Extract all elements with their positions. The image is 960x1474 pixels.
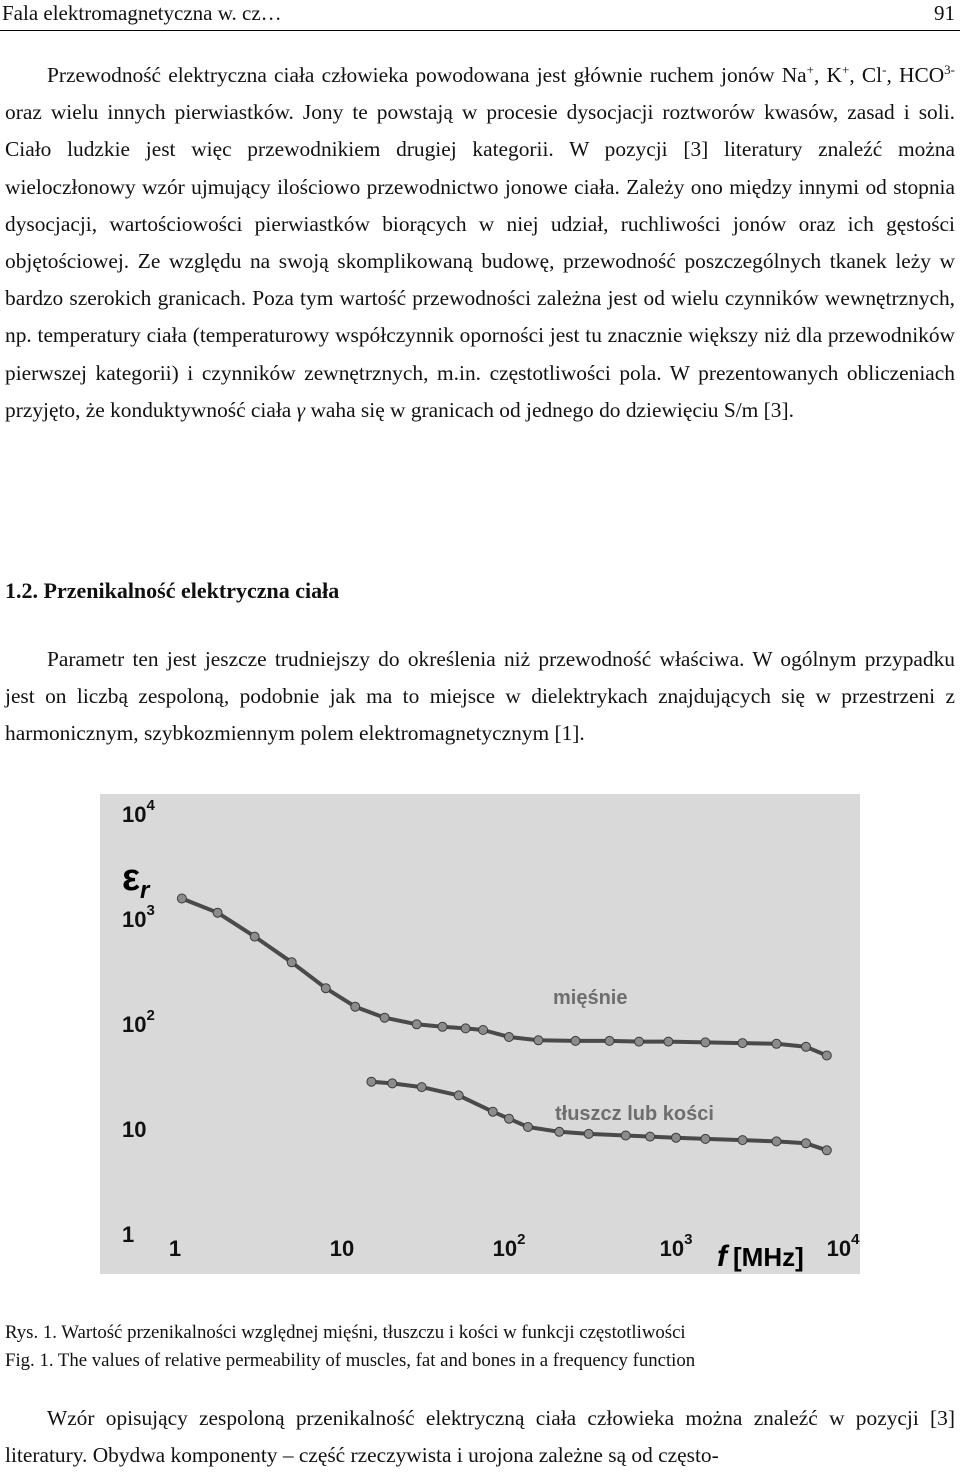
y-tick-label: $10^2$: [122, 1007, 155, 1037]
series-point: [822, 1146, 831, 1155]
figure-caption-pl: Rys. 1. Wartość przenikalności względnej mięśni, tłuszczu i kości w funkcji częstotliwości: [5, 1322, 686, 1343]
series-point: [380, 1013, 389, 1022]
series-point: [351, 1002, 360, 1011]
x-tick-label: 1: [168, 1236, 182, 1261]
series-label: mięśnie: [553, 987, 628, 1009]
series-point: [412, 1020, 421, 1029]
series-point: [505, 1114, 514, 1123]
series-label: tłuszcz lub kości: [555, 1103, 714, 1125]
y-tick-label: 10: [122, 1117, 147, 1142]
x-tick-label: $10^4$: [826, 1231, 860, 1261]
series-point: [738, 1136, 747, 1145]
page-number: 91: [934, 1, 955, 25]
page-header: [0, 0, 960, 31]
chart-svg: [100, 794, 860, 1274]
y-tick-label: $10^3$: [122, 902, 155, 932]
series-point: [822, 1051, 831, 1060]
series-point: [571, 1036, 580, 1045]
x-axis-label: f [MHz]: [717, 1240, 804, 1273]
series-point: [605, 1036, 614, 1045]
y-axis-label: $\varepsilon_r$: [122, 857, 150, 904]
series-point: [250, 932, 259, 941]
series-point: [646, 1132, 655, 1141]
series-point: [555, 1127, 564, 1136]
series-point: [534, 1036, 543, 1045]
series-point: [367, 1077, 376, 1086]
series-point: [738, 1039, 747, 1048]
x-tick-label: 10: [329, 1236, 355, 1261]
y-tick-label: 1: [122, 1222, 135, 1247]
series-point: [802, 1139, 811, 1148]
paragraph-permittivity: Parametr ten jest jeszcze trudniejszy do określenia niż przewodność właściwa. W ogólnym przypadku jest on liczbą zespoloną, podobnie jak ma to miejsce w dielektrykach znajdujących się w przestrzeni z harmonicznym, szybkozmiennym polem elektromagnetycznym [1].: [5, 647, 955, 746]
series-point: [177, 894, 186, 903]
series-point: [772, 1137, 781, 1146]
series-point: [213, 908, 222, 917]
series-point: [802, 1042, 811, 1051]
series-point: [321, 984, 330, 993]
series-point: [461, 1024, 470, 1033]
series-point: [388, 1079, 397, 1088]
x-tick-label: $10^3$: [659, 1231, 693, 1261]
paragraph-conductivity: Przewodność elektryczna ciała człowieka powodowana jest głównie ruchem jonów Na+, K+, Cl-, $HCO^{3-}$ oraz wielu innych pierwiastków. Jony te powstają w procesie dysocjacji roztworów kwasów, zasad i soli. Ciało ludzkie jest więc przewodnikiem drugiej kategorii. W pozycji [3] literatury znaleźć można wieloczłonowy wzór ujmujący ilościowo przewodnictwo jonowe ciała. Zależy ono między innymi od stopnia dysocjacji, wartościowości pierwiastków biorących w niej udział, ruchliwości jonów oraz ich gęstości objętościowej. Ze względu na swoją skomplikowaną budowę, przewodność poszczególnych tkanek leży w bardzo szerokich granicach. Poza tym wartość przewodności zależna jest od wielu czynników wewnętrznych, np. temperatury ciała (temperaturowy współczynnik oporności jest tu znacznie większy niż dla przewodników pierwszej kategorii) i czynników zewnętrznych, m.in. częstotliwości pola. W prezentowanych obliczeniach przyjęto, że konduktywność ciała γ waha się w granicach od jednego do dziewięciu S/m [3].: [5, 62, 956, 422]
series-point: [701, 1134, 710, 1143]
series-point: [438, 1022, 447, 1031]
series-point: [672, 1133, 681, 1142]
y-tick-label: $10^4$: [122, 797, 155, 827]
series-point: [488, 1107, 497, 1116]
series-point: [505, 1033, 514, 1042]
series-point: [524, 1123, 533, 1132]
x-tick-label: $10^2$: [492, 1231, 526, 1261]
permittivity-chart: [100, 794, 860, 1274]
section-heading: 1.2. Przenikalność elektryczna ciała: [5, 578, 340, 603]
chart-background: [100, 794, 860, 1274]
series-point: [635, 1037, 644, 1046]
series-point: [664, 1037, 673, 1046]
series-point: [417, 1083, 426, 1092]
series-point: [621, 1131, 630, 1140]
series-point: [584, 1129, 593, 1138]
series-point: [701, 1038, 710, 1047]
series-point: [287, 958, 296, 967]
figure-caption-en: Fig. 1. The values of relative permeability of muscles, fat and bones in a frequency function: [5, 1350, 696, 1371]
series-point: [772, 1039, 781, 1048]
paragraph-formula: Wzór opisujący zespoloną przenikalność elektryczną ciała człowieka można znaleźć w pozycji [3] literatury. Obydwa komponenty – część rzeczywista i urojona zależne są od często-: [5, 1406, 955, 1468]
running-title: Fala elektromagnetyczna w. cz…: [2, 1, 282, 25]
series-point: [454, 1091, 463, 1100]
series-point: [479, 1026, 488, 1035]
